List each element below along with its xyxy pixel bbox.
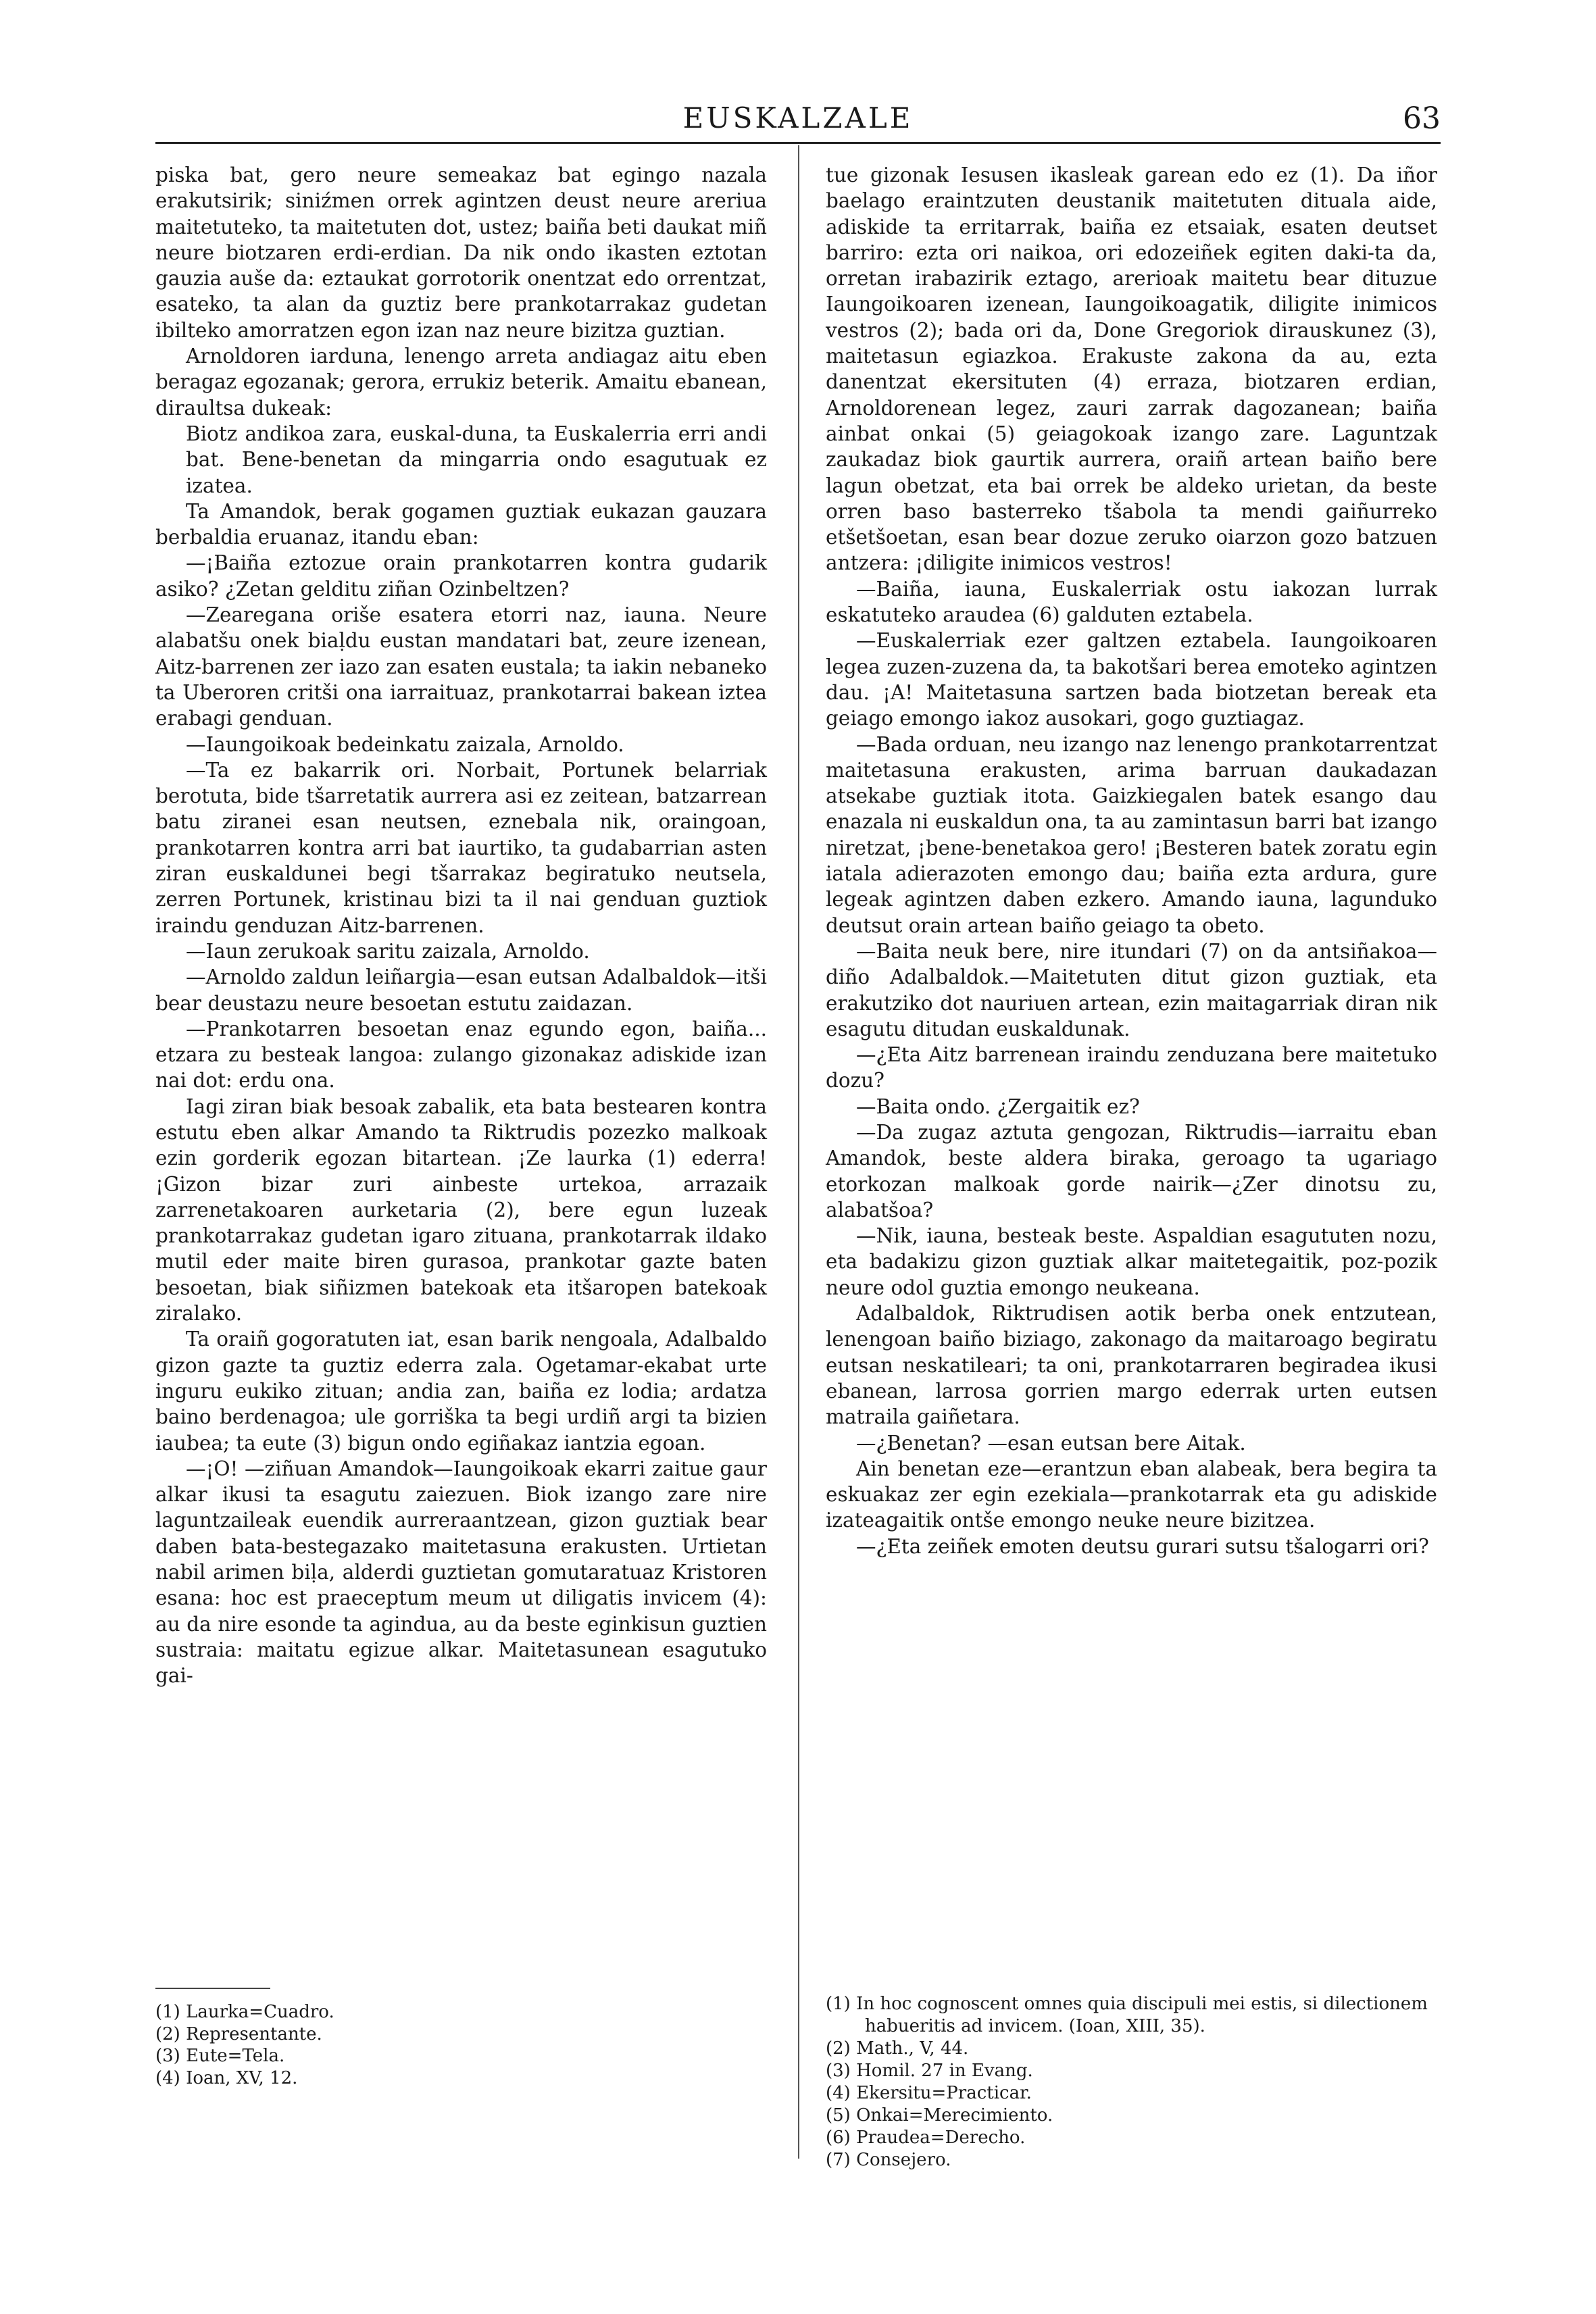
paragraph: —Bada orduan, neu izango naz lenengo prankotarrentzat maitetasuna erakusten, arima barruan daukadazan atsekabe guztiak itota. Gaizkiegalen batek esango dau enazala ni euskaldun ona, ta au zamintasun barri bat izango niretzat, ¡bene-benetakoa gero! ¡Besteren batek zoratu egin iatala adierazoten emongo dau; baiña ezta ardura, gure legeak agintzen daben ezkero. Amando iauna, lagunduko deutsut orain artean baiño geiago ta obeto. (826, 732, 1437, 937)
paragraph: tue gizonak Iesusen ikasleak garean edo ez (1). Da iñor baelago eraintzuten deustanik maitetuten dituala aide, adiskide ta erritarrak, baiña ez etsaiak, esaten deutset barriro: ezta ori naikoa, ori edozeiñek egiten daki-ta da, orretan irabazirik eztago, arerioak maitetu bear dituzue Iaungoikoaren izenean, Iaungoikoagatik, diligite inimicos vestros (2); bada ori da, Done Gregoriok dirauskunez (3), maitetasun egiazkoa. Erakuste zakona da au, ezta danentzat ekersituten (4) erraza, biotzaren erdian, Arnoldorenean legez, zauri zarrak dagozanean; baiña ainbat onkai (5) geiagokoak izango zare. Laguntzak zaukadaz biok gaurtik aurrera, oraiñ artean baiño bere lagun obetzat, eta bai orrek be aldeko urietan, da beste orren baso basterreko tšabola ta mendi gaiñurreko etšetšoetan, esan bear dozue zeruko oiarzon gozo batzuen antzera: ¡diligite inimicos vestros! (826, 164, 1437, 575)
paragraph: —Baita neuk bere, nire itundari (7) on da antsiñakoa—diño Adalbaldok.—Maitetuten ditut gizon guztiak, eta erakutziko dot nauriuen artean, ezin maitagarriak diran nik esagutu ditudan euskaldunak. (826, 939, 1437, 1040)
paragraph: —¿Benetan? —esan eutsan bere Aitak. (856, 1431, 1246, 1455)
paragraph: Ain benetan eze—erantzun eban alabeak, bera begira ta eskuakaz zer egin ezekiala—prankotarrak eta gu adiskide izateagaitik ontše emongo neuke neure bizitzea. (826, 1457, 1437, 1532)
paragraph: —Ta ez bakarrik ori. Norbait, Portunek belarriak berotuta, bide tšarretatik aurrera asi ez zeitean, batzarrean batu ziranei esan neutsen, eznebala nik, oraingoan, prankotarren kontra arri bat iaurtiko, ta gudabarrian asten ziran euskaldunei begi tšarrakaz begiratuko neutsela, zerren Portunek, kristinau bizi ta il nai genduan guztiok iraindu genduzan Aitz-barrenen. (155, 758, 767, 937)
paragraph: —¡O! —ziñuan Amandok—Iaungoikoak ekarri zaitue gaur alkar ikusi ta esagutu zaiezuen. Biok izango zare nire laguntzaileak euendik aurreraantzean, gizon guztiak bear daben bata-bestegazako maitetasuna erakusten. Urtietan nabil arimen biḷa, alderdi guztietan gomutaratuaz Kristoren esana: hoc est praeceptum meum ut diligatis invicem (4): au da nire esonde ta agindua, au da beste eginkisun guztien sustraia: maitatu egizue alkar. Maitetasunean esagutuko gai- (155, 1457, 767, 1688)
paragraph: Ta Amandok, berak gogamen guztiak eukazan gauzara berbaldia eruanaz, itandu eban: (155, 499, 767, 549)
paragraph: —Da zugaz aztuta gengozan, Riktrudis—iarraitu eban Amandok, beste aldera biraka, geroago ta ugariago etorkozan malkoak gorde nairik—¿Zer dinotsu zu, alabatšoa? (826, 1120, 1437, 1222)
footnote: (3) Homil. 27 in Evang. (826, 2061, 1033, 2081)
page-header (155, 101, 1441, 142)
footnote: (2) Math., V, 44. (826, 2038, 969, 2059)
paragraph: —Baita ondo. ¿Zergaitik ez? (856, 1095, 1140, 1118)
footnote: (3) Eute=Tela. (155, 2046, 285, 2066)
paragraph: —Iaungoikoak bedeinkatu zaizala, Arnoldo. (186, 732, 624, 756)
paragraph: —Prankotarren besoetan enaz egundo egon, baiña... etzara zu besteak langoa: zulango gizonakaz adiskide izan nai dot: erdu ona. (155, 1017, 767, 1092)
footnote: (4) Ioan, XV, 12. (155, 2067, 298, 2088)
footnote-rule (155, 1988, 270, 1989)
paragraph-quote: Biotz andikoa zara, euskal-duna, ta Euskalerria erri andi bat. Bene-benetan da mingarria ondo esagutuak ez izatea. (186, 422, 767, 497)
paragraph: Arnoldoren iarduna, lenengo arreta andiagaz aitu eben beragaz egozanak; gerora, errukiz beterik. Amaitu ebanean, diraultsa dukeak: (155, 345, 767, 420)
footnote: (1) In hoc cognoscent omnes quia discipuli mei estis, si dilectionem habueritis ad invicem. (Ioan, XIII, 35). (826, 1994, 1428, 2036)
paragraph: piska bat, gero neure semeakaz bat egingo nazala erakutsirik; siniźmen orrek agintzen deust neure areriua maitetuteko, ta maitetuten dot, ustez; baiña beti daukat miñ neure biotzaren erdi-erdian. Da nik ondo ikasten eztotan gauzia auše da: eztaukat gorrotorik onentzat edo orrentzat, esateko, ta alan da guztiz bere prankotarrakaz gudetan ibilteko amorratzen egon izan naz neure bizitza guztian. (155, 164, 767, 342)
header-rule (155, 142, 1441, 144)
footnotes-right (826, 1993, 1437, 2171)
paragraph: —Baiña, iauna, Euskalerriak ostu iakozan lurrak eskatuteko araudea (6) galduten eztabela. (826, 577, 1437, 627)
paragraph: —Arnoldo zaldun leiñargia—esan eutsan Adalbaldok—itši bear deustazu neure besoetan estutu zaidazan. (155, 965, 767, 1015)
paragraph: Iagi ziran biak besoak zabalik, eta bata bestearen kontra estutu eben alkar Amando ta Riktrudis pozezko malkoak ezin gorderik egozan bitartean. ¡Ze laurka (1) ederra! ¡Gizon bizar zuri ainbeste urtekoa, arrazaik zarrenetakoaren aurketaria (2), bere egun luzeak prankotarrakaz gudetan igaro zituana, prankotarrak ildako mutil eder maite biren gurasoa, prankotar gazte baten besoetan, biak siñizmen batekoak eta itšaropen batekoak ziralako. (155, 1095, 767, 1326)
footnote: (4) Ekersitu=Practicar. (826, 2083, 1032, 2103)
footnotes-left (155, 2001, 767, 2089)
paragraph: Adalbaldok, Riktrudisen aotik berba onek entzutean, lenengoan baiño biziago, zakonago da maitaroago begiratu eutsan neskatileari; ta oni, prankotarraren begiradea ikusi ebanean, larrosa gorrien margo ederrak urten eutsen matraila gaiñetara. (826, 1302, 1437, 1429)
paragraph: —¡Baiña eztozue orain prankotarren kontra gudarik asiko? ¿Zetan gelditu ziñan Ozinbeltzen? (155, 551, 767, 601)
column-divider (798, 145, 799, 2159)
footnote: (7) Consejero. (826, 2150, 951, 2170)
right-column (826, 162, 1437, 1559)
paragraph: —Zearegana oriše esatera etorri naz, iauna. Neure alabatšu onek biaḷdu eustan mandatari bat, zeure izenean, Aitz-barrenen zer iazo zan esaten eustala; ta iakin nebaneko ta Uberoren critši ona iarraituaz, prankotarrai bakean iztea erabagi genduan. (155, 603, 767, 730)
footnote: (1) Laurka=Cuadro. (155, 2002, 334, 2022)
left-column (155, 162, 767, 1689)
footnote: (5) Onkai=Merecimiento. (826, 2105, 1053, 2126)
paragraph: —Euskalerriak ezer galtzen eztabela. Iaungoikoaren legea zuzen-zuzena da, ta bakotšari berea emoteko agintzen dau. ¡A! Maitetasuna sartzen bada biotzetan bereak eta geiago emongo iakoz ausokari, gogo guztiagaz. (826, 629, 1438, 730)
footnote: (2) Representante. (155, 2023, 322, 2044)
footnote: (6) Praudea=Derecho. (826, 2128, 1026, 2148)
paragraph: —¿Eta Aitz barrenean iraindu zenduzana bere maitetuko dozu? (826, 1043, 1437, 1092)
paragraph: —¿Eta zeiñek emoten deutsu gurari sutsu tšalogarri ori? (856, 1534, 1429, 1558)
paragraph: —Nik, iauna, besteak beste. Aspaldian esagututen nozu, eta badakizu gizon guztiak alkar maitetegaitik, poz-pozik neure odol guztia emongo neukeana. (826, 1224, 1437, 1299)
page-number: 63 (1403, 101, 1441, 136)
running-title: EUSKALZALE (682, 101, 914, 134)
paragraph: —Iaun zerukoak saritu zaizala, Arnoldo. (186, 939, 590, 963)
paragraph: Ta oraiñ gogoratuten iat, esan barik nengoala, Adalbaldo gizon gazte ta guztiz ederra zala. Ogetamar-ekabat urte inguru eukiko zituan; andia zan, baiña ez lodia; ardatza baino berdenagoa; ule gorriška ta begi urdiñ argi ta bizien iaubea; ta eute (3) bigun ondo egiñakaz iantzia egoan. (155, 1328, 767, 1455)
